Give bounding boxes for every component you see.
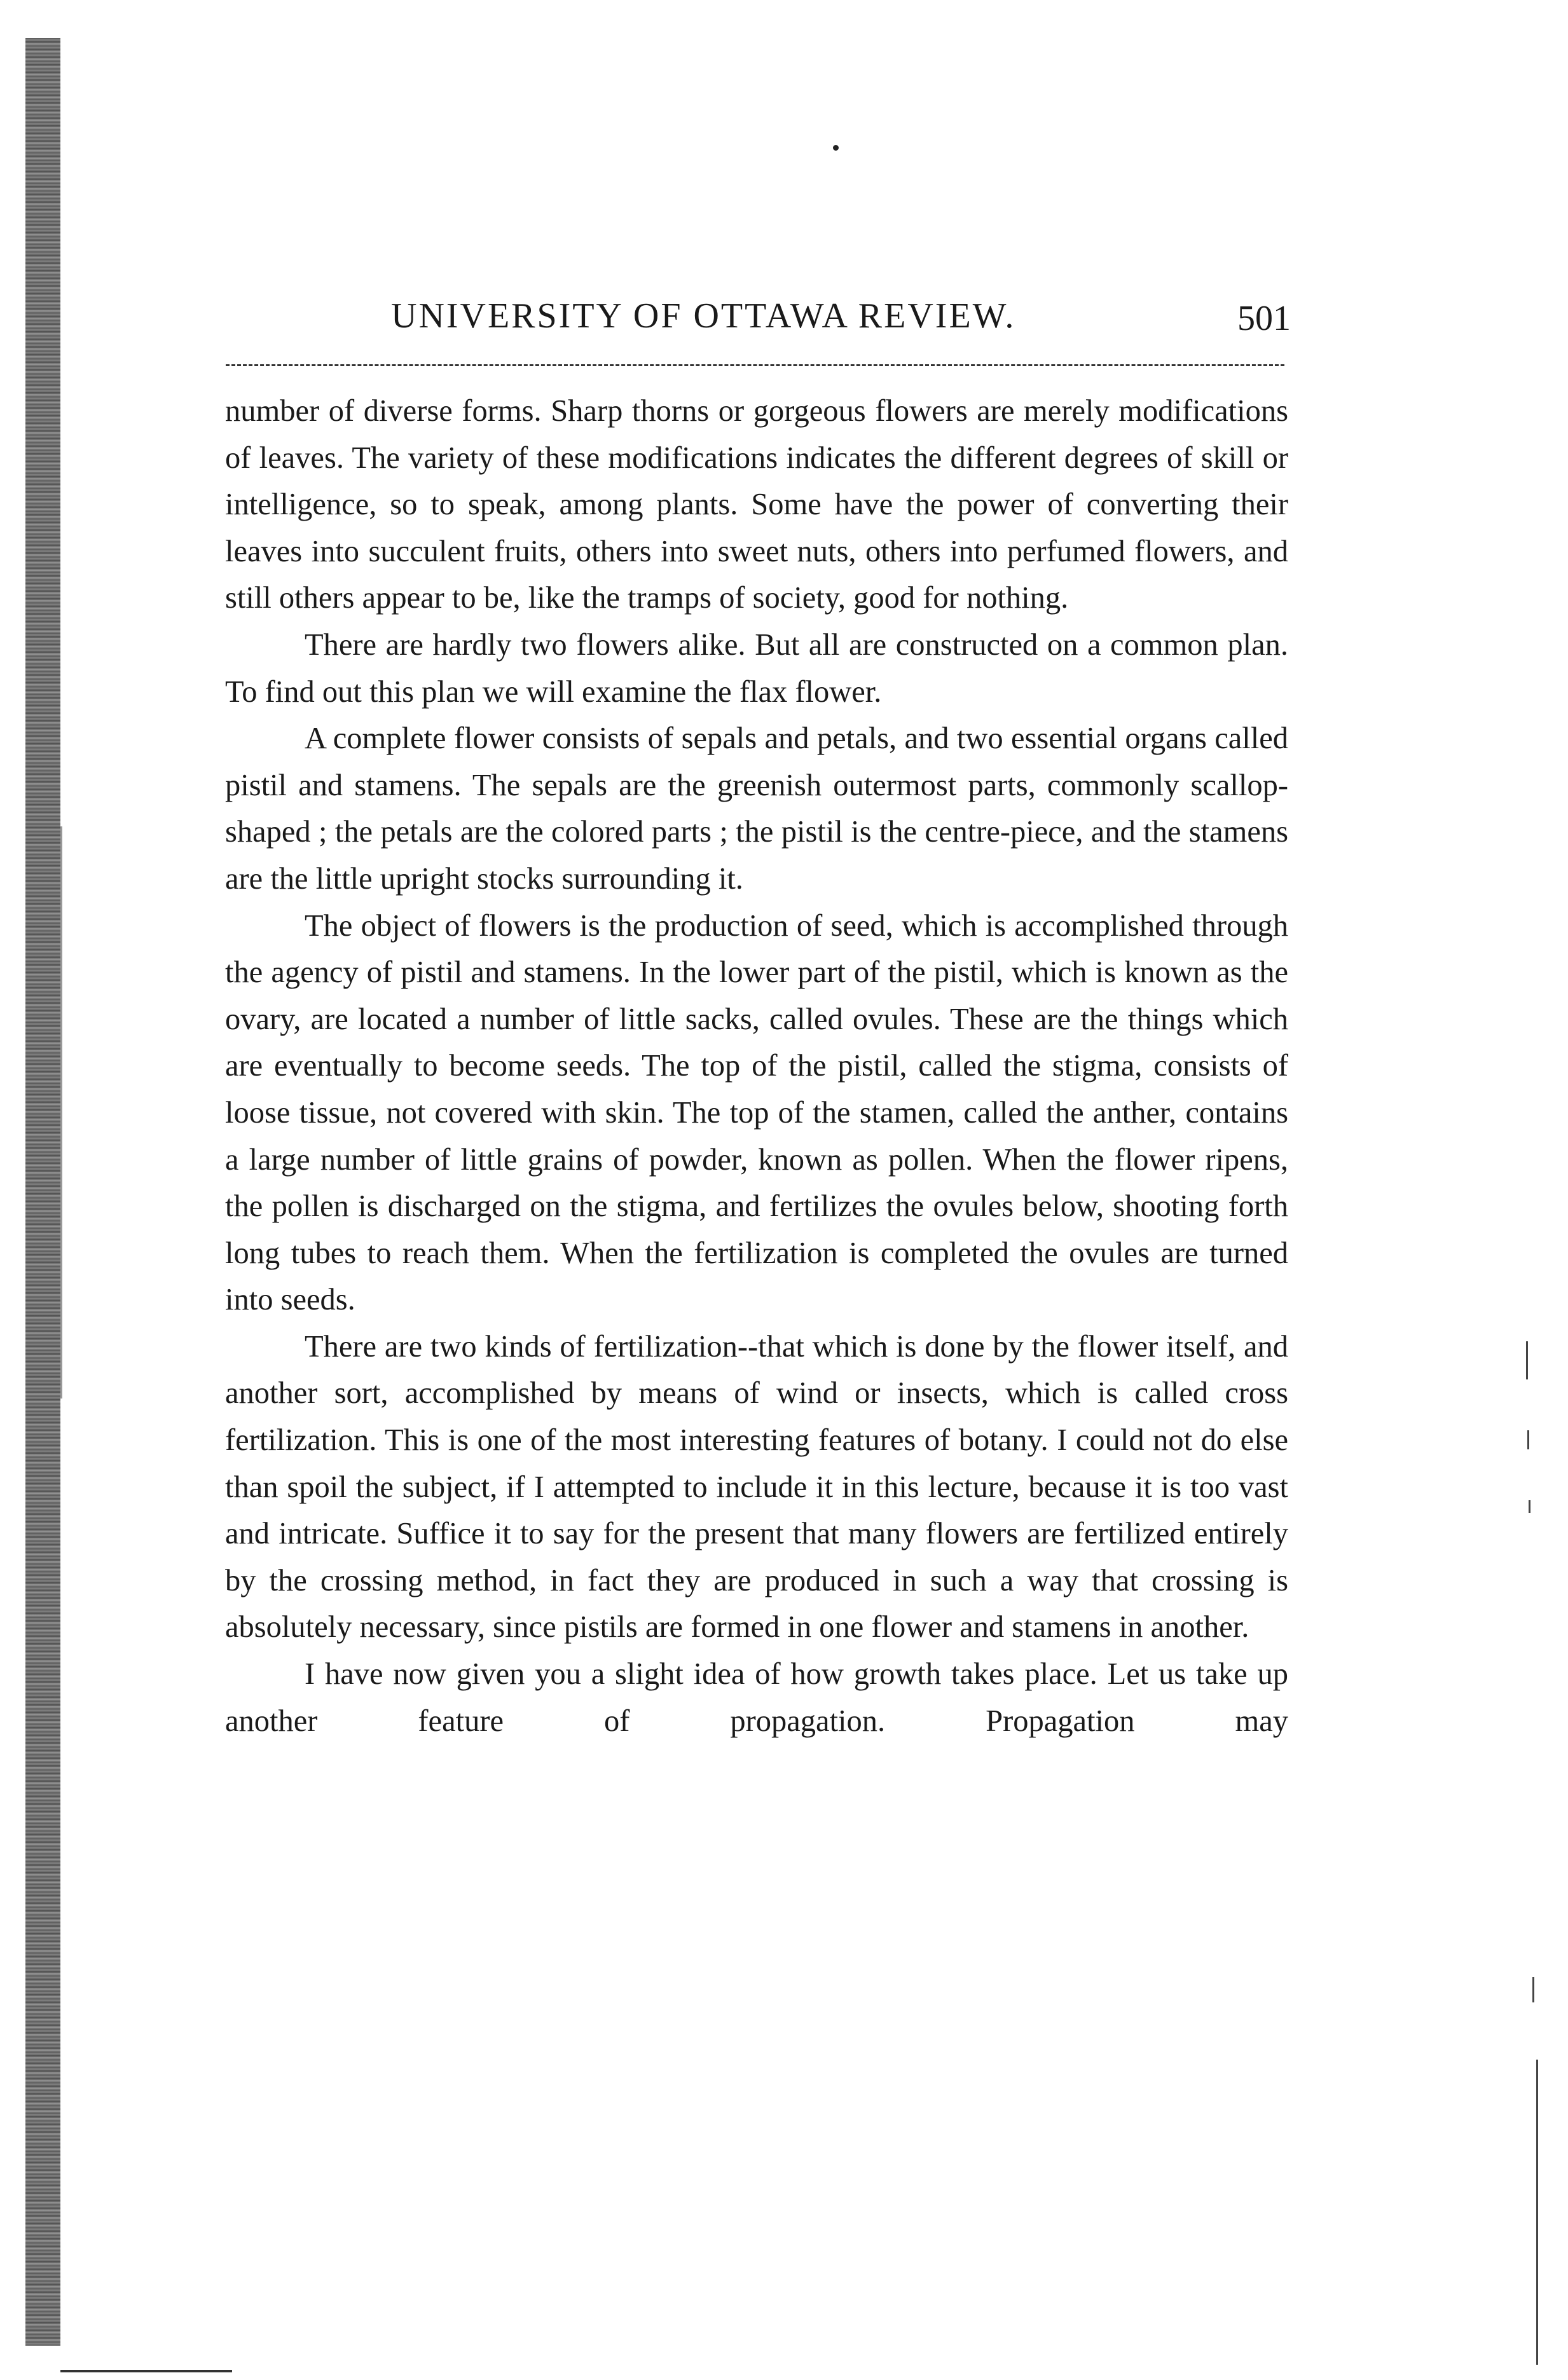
paragraph: I have now given you a slight idea of how growth takes place. Let us take up another feature of propagation. Propagation may	[225, 1657, 1288, 1738]
book-binding-edge	[25, 38, 60, 2346]
header-rule	[226, 364, 1284, 366]
paragraph: There are two kinds of fertilization--that which is done by the flower itself, and another sort, accomplished by means of wind or insects, which is called cross fertilization. This is one of the most interesting features of botany. I could not do else than spoil the subject, if I attempted to include it in this lecture, because it is too vast and intricate. Suffice it to say for the present that many flowers are fertilized entirely by the crossing method, in fact they are produced in such a way that crossing is absolutely necessary, since pistils are formed in one flower and stamens in another.	[225, 1329, 1288, 1645]
page-number: 501	[1237, 299, 1291, 338]
binding-foot-line	[60, 2370, 232, 2372]
running-title: UNIVERSITY OF OTTAWA REVIEW.	[391, 296, 1016, 336]
paragraph: number of diverse forms. Sharp thorns or gorgeous flowers are merely modifications of leaves. The variety of these modifications indicates the different degrees of skill or intelligence, so to speak, among plants. Some have the power of converting their leaves into succulent fruits, others into sweet nuts, others into perfumed flowers, and still others appear to be, like the tramps of society, good for nothing.	[225, 394, 1288, 615]
paragraph: A complete flower consists of sepals and petals, and two essential organs called pistil and stamens. The sepals are the greenish outermost parts, commonly scallop-shaped ; the petals are the colored parts ; the pistil is the centre-piece, and the stamens are the little upright stocks surrounding it.	[225, 722, 1288, 896]
paragraph: The object of flowers is the production of seed, which is accomplished through the agency of pistil and stamens. In the lower part of the pistil, which is known as the ovary, are located a number of little sacks, called ovules. These are the things which are eventually to become seeds. The top of the pistil, called the stigma, consists of loose tissue, not covered with skin. The top of the stamen, called the anther, contains a large number of little grains of powder, known as pollen. When the flower ripens, the pollen is discharged on the stigma, and fertilizes the ovules below, shooting forth long tubes to reach them. When the fertilization is completed the ovules are turned into seeds.	[225, 908, 1288, 1317]
paragraph: There are hardly two flowers alike. But all are constructed on a common plan. To find out this plan we will examine the flax flower.	[225, 627, 1288, 709]
scan-speck	[833, 145, 839, 151]
scan-margin-marks	[1488, 1341, 1564, 2358]
binding-shadow	[60, 826, 70, 1399]
article-body	[225, 388, 1288, 1744]
page-header	[223, 289, 1291, 353]
